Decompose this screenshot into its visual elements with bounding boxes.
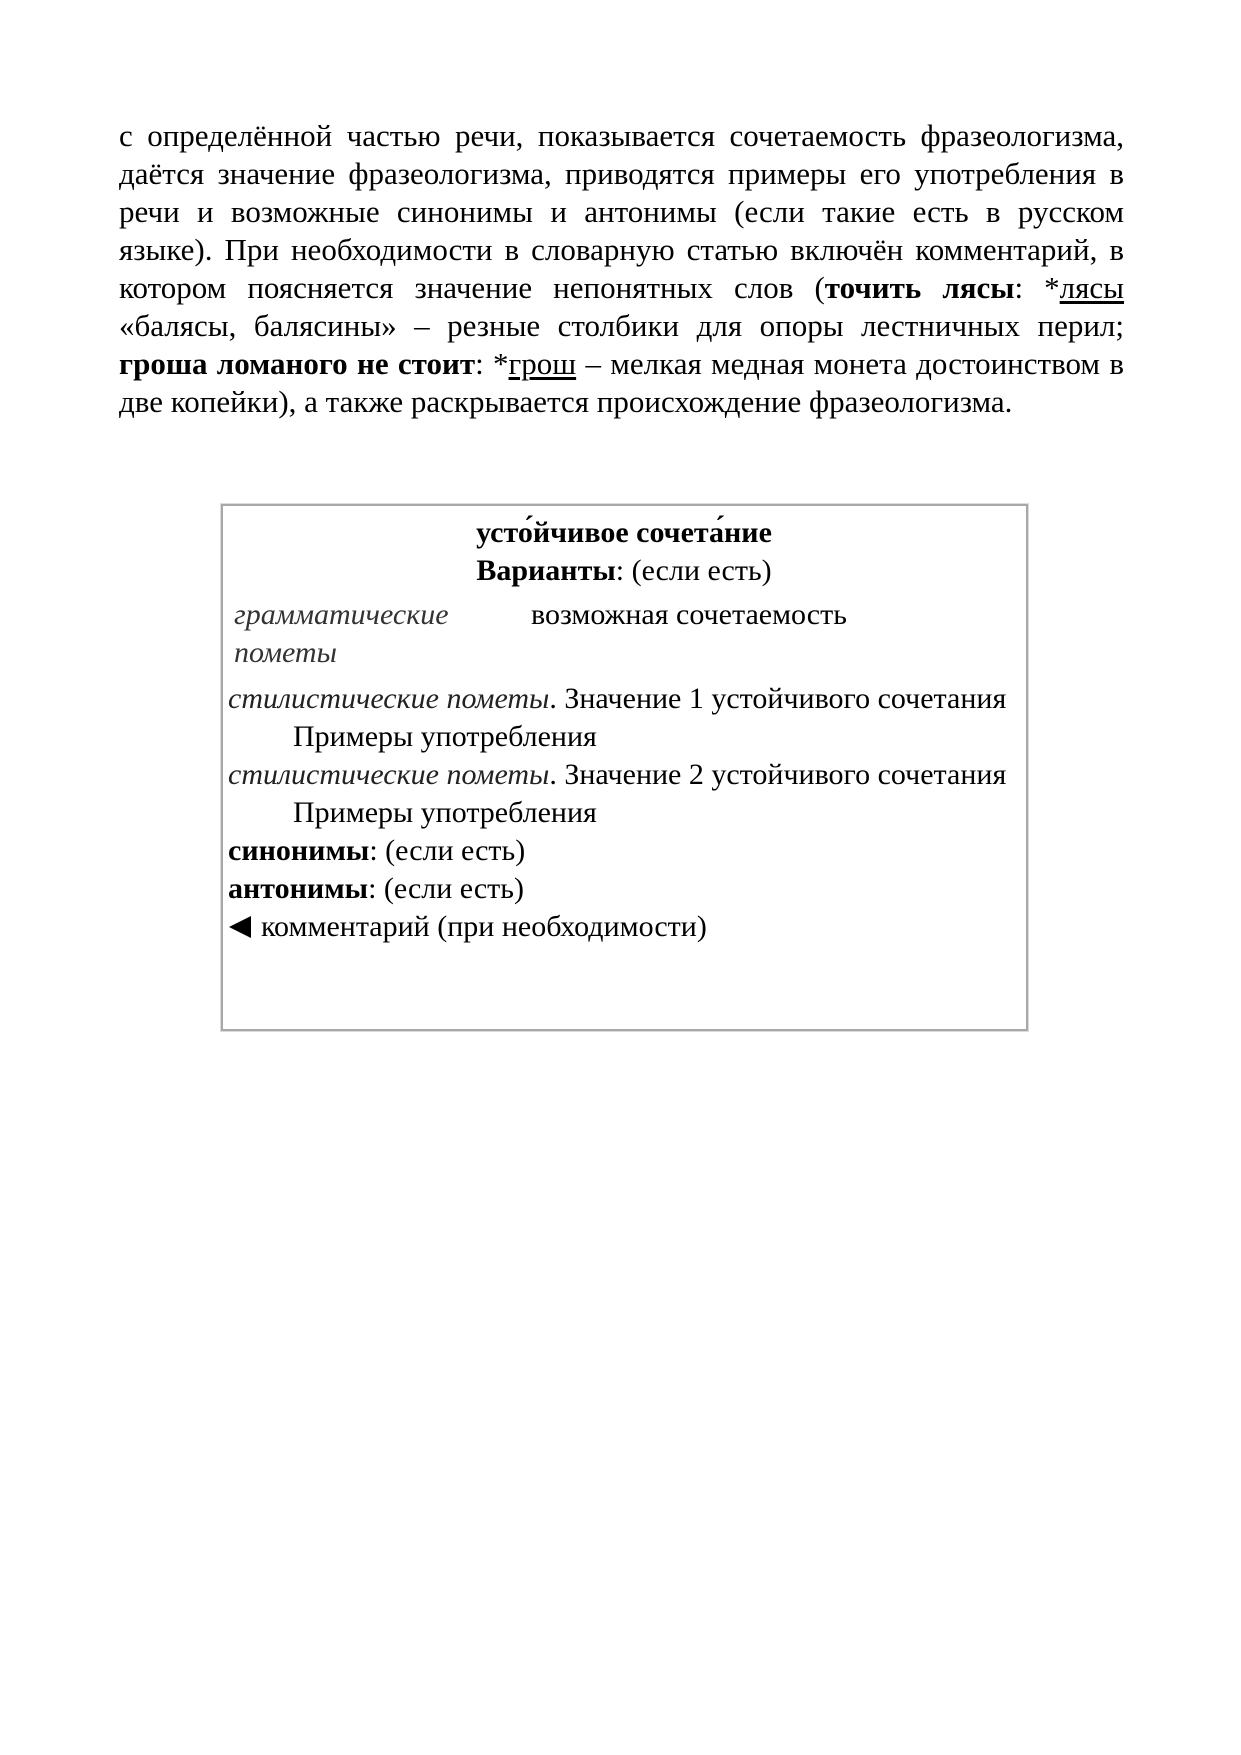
scheme-examples-2: Примеры употребления (293, 796, 597, 829)
glossed-word-grosh: грош (508, 346, 577, 381)
intro-text-1: с определённой частью речи, показывается сочетаемость фразеологизма, даётся значение фразеологизма, приводятся примеры его употребления в речи и возможные синонимы и антонимы (если такие есть в русском языке). При необходимости в словарную статью включён комментарий, в котором поясняется значение непонятных слов ( (119, 118, 1124, 305)
intro-definition-2: – мелкая медная монета достоинством в две копейки), а также раскрывается происхождение фразеологизма. (119, 346, 1124, 419)
scheme-variants (228, 552, 1020, 590)
entry-scheme-box (221, 504, 1028, 1031)
variants-value: : (если есть) (615, 554, 772, 587)
combinability: возможная сочетаемость (531, 598, 847, 631)
glossed-word-lyasy: лясы (1059, 270, 1124, 305)
meaning-2-text: . Значение 2 устойчивого сочетания (549, 758, 1007, 791)
scheme-examples-1: Примеры употребления (293, 720, 597, 753)
antonyms-label: антонимы (228, 872, 369, 905)
scheme-meaning-1 (228, 680, 1020, 718)
synonyms-label: синонимы (228, 834, 370, 867)
intro-definition-1: «балясы, балясины» – резные столбики для опоры лестничных перил; (119, 308, 1124, 343)
entry-scheme-content (228, 506, 1020, 946)
comment-text: комментарий (при необходимости) (261, 910, 707, 943)
scheme-grammar-row (228, 596, 1020, 680)
meaning-1-text: . Значение 1 устойчивого сочетания (549, 682, 1007, 715)
scheme-meaning-2 (228, 756, 1020, 794)
idiom-term-tochit-lyasy: точить лясы (824, 270, 1015, 305)
stylistic-notes-1: стилистические пометы (228, 682, 550, 715)
grammatical-notes: грамматические пометы (234, 598, 449, 669)
scheme-headword: усто́йчивое сочета́ние (476, 516, 772, 549)
scheme-comment (228, 908, 1020, 946)
scheme-antonyms (228, 870, 1020, 908)
intro-separator-2: : * (475, 346, 509, 381)
left-triangle-icon (229, 916, 251, 938)
stylistic-notes-2: стилистические пометы (228, 758, 550, 791)
idiom-term-grosha-lomanogo: гроша ломаного не стоит (119, 346, 476, 381)
variants-label: Варианты (476, 554, 616, 587)
intro-separator-1: : * (1014, 270, 1060, 305)
synonyms-value: : (если есть) (369, 834, 526, 867)
intro-paragraph (119, 117, 1124, 421)
scheme-synonyms (228, 832, 1020, 870)
antonyms-value: : (если есть) (368, 872, 524, 905)
